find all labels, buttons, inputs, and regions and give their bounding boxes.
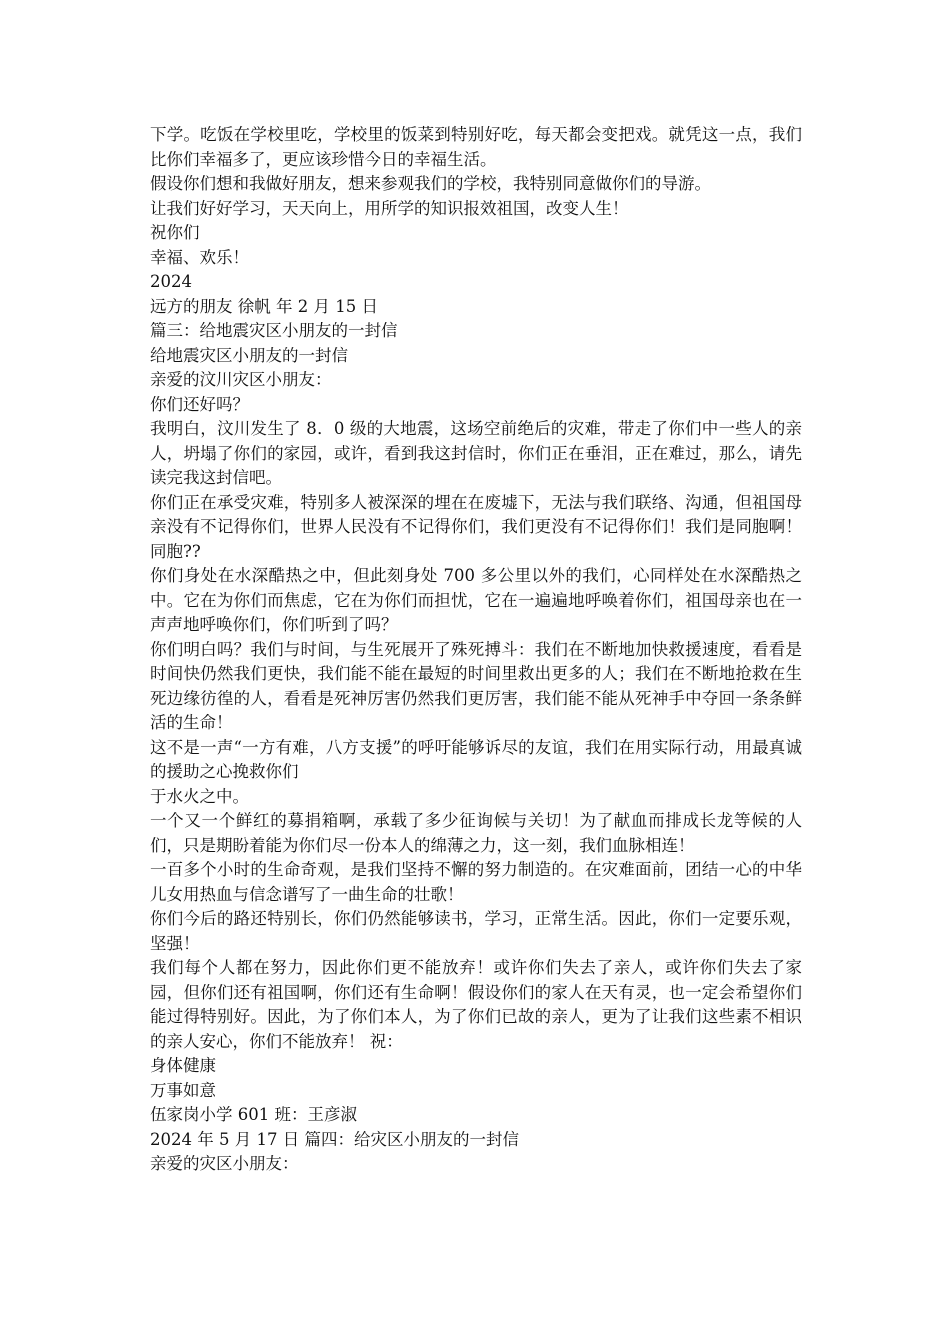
document-body xyxy=(150,123,802,1177)
section-heading: 篇三：给地震灾区小朋友的一封信 xyxy=(150,321,398,340)
paragraph: 一个又一个鲜红的募捐箱啊，承载了多少征询候与关切！为了献血而排成长龙等候的人们，只是期盼着能为你们尽一份本人的绵薄之力，这一刻，我们血脉相连！ xyxy=(150,811,802,855)
paragraph: 一百多个小时的生命奇观，是我们坚持不懈的努力制造的。在灾难面前，团结一心的中华儿女用热血与信念谱写了一曲生命的壮歌！ xyxy=(150,860,802,904)
signature: 伍家岗小学 601 班：王彦淑 xyxy=(150,1105,357,1124)
paragraph: 你们身处在水深酷热之中，但此刻身处 700 多公里以外的我们，心同样处在水深酷热之中。它在为你们而焦虑，它在为你们而担忧，它在一遍遍地呼唤着你们，祖国母亲也在一声声地呼唤你们，你们听到了吗？ xyxy=(150,566,802,634)
paragraph: 假设你们想和我做好朋友，想来参观我们的学校，我特别同意做你们的导游。 xyxy=(150,174,711,193)
paragraph: 远方的朋友 徐帆 年 2 月 15 日 xyxy=(150,296,378,316)
paragraph: 你们还好吗？ xyxy=(150,394,249,414)
paragraph: 我们每个人都在努力，因此你们更不能放弃！或许你们失去了亲人，或许你们失去了家园，但你们还有祖国啊，你们还有生命啊！假设你们的家人在天有灵，也一定会希望你们能过得特别好。因此，为了你们本人，为了你们已故的亲人，更为了让我们这些素不相识的亲人安心，你们不能放弃！ 祝： xyxy=(150,958,802,1051)
paragraph: 下学。吃饭在学校里吃，学校里的饭菜到特别好吃，每天都会变把戏。就凭这一点，我们比你们幸福多了，更应该珍惜今日的幸福生活。 xyxy=(150,125,802,169)
paragraph: 让我们好好学习，天天向上，用所学的知识报效祖国，改变人生！ xyxy=(150,198,629,218)
salutation: 亲爱的灾区小朋友： xyxy=(150,1154,299,1173)
paragraph: 你们今后的路还特别长，你们仍然能够读书，学习，正常生活。因此，你们一定要乐观，坚强！ xyxy=(150,909,802,953)
paragraph: 幸福、欢乐！ xyxy=(150,247,249,267)
paragraph: 祝你们 xyxy=(150,223,200,242)
salutation: 亲爱的汶川灾区小朋友： xyxy=(150,370,332,389)
date-and-heading: 2024 年 5 月 17 日 篇四：给灾区小朋友的一封信 xyxy=(150,1129,519,1149)
paragraph: 2024 xyxy=(150,272,192,291)
letter-title: 给地震灾区小朋友的一封信 xyxy=(150,345,348,365)
paragraph: 我明白，汶川发生了 8．0 级的大地震，这场空前绝后的灾难，带走了你们中一些人的亲人，坍塌了你们的家园，或许，看到我这封信时，你们正在垂泪，正在难过，那么，请先读完我这封信吧。 xyxy=(150,419,802,487)
paragraph: 于水火之中。 xyxy=(150,786,249,806)
paragraph: 这不是一声“一方有难，八方支援”的呼吁能够诉尽的友谊，我们在用实际行动，用最真诚的援助之心挽救你们 xyxy=(150,737,802,781)
closing-line: 万事如意 xyxy=(150,1080,216,1100)
paragraph: 你们明白吗？我们与时间，与生死展开了殊死搏斗：我们在不断地加快救援速度，看看是时间快仍然我们更快，我们能不能在最短的时间里救出更多的人；我们在不断地抢救在生死边缘彷徨的人，看看是死神厉害仍然我们更厉害，我们能不能从死神手中夺回一条条鲜活的生命！ xyxy=(150,639,802,732)
closing-line: 身体健康 xyxy=(150,1056,216,1075)
paragraph: 你们正在承受灾难，特别多人被深深的埋在在废墟下，无法与我们联络、沟通，但祖国母亲没有不记得你们，世界人民没有不记得你们，我们更没有不记得你们！我们是同胞啊！同胞?? xyxy=(150,492,802,561)
